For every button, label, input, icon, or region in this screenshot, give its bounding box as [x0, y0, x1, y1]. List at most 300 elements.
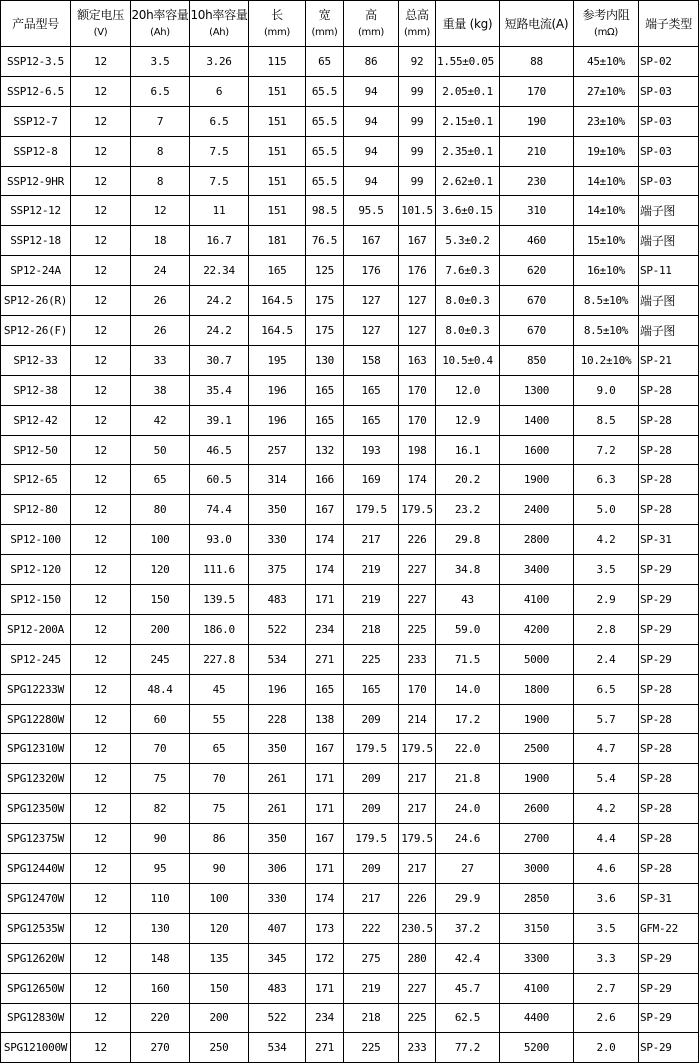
- cell-rated-voltage: 12: [71, 674, 131, 704]
- cell-length: 196: [249, 375, 306, 405]
- cell-capacity-10h: 93.0: [190, 525, 249, 555]
- cell-total-height: 127: [399, 316, 436, 346]
- cell-model: SP12-150: [1, 585, 71, 615]
- header-unit: (Ah): [150, 26, 170, 38]
- header-width: [306, 1, 344, 47]
- cell-terminal-type: SP-11: [639, 256, 699, 286]
- cell-capacity-20h: 50: [131, 435, 190, 465]
- cell-capacity-20h: 130: [131, 913, 190, 943]
- cell-internal-resistance: 4.4: [574, 824, 639, 854]
- header-total-height: [399, 1, 436, 47]
- cell-internal-resistance: 5.4: [574, 764, 639, 794]
- cell-total-height: 176: [399, 256, 436, 286]
- cell-terminal-type: GFM-22: [639, 913, 699, 943]
- cell-capacity-20h: 60: [131, 704, 190, 734]
- cell-height: 165: [344, 375, 399, 405]
- cell-model: SSP12-6.5: [1, 76, 71, 106]
- cell-rated-voltage: 12: [71, 555, 131, 585]
- header-short-circuit-current: [500, 1, 574, 47]
- table-row: [1, 76, 699, 106]
- table-row: [1, 704, 699, 734]
- table-row: [1, 405, 699, 435]
- cell-weight: 42.4: [436, 943, 500, 973]
- cell-height: 275: [344, 943, 399, 973]
- header-label: 20h率容量: [131, 7, 189, 22]
- cell-rated-voltage: 12: [71, 47, 131, 77]
- cell-total-height: 226: [399, 883, 436, 913]
- cell-height: 219: [344, 555, 399, 585]
- cell-model: SSP12-3.5: [1, 47, 71, 77]
- cell-short-circuit-current: 460: [500, 226, 574, 256]
- cell-short-circuit-current: 1800: [500, 674, 574, 704]
- cell-model: SSP12-8: [1, 136, 71, 166]
- cell-internal-resistance: 2.4: [574, 644, 639, 674]
- cell-length: 115: [249, 47, 306, 77]
- cell-short-circuit-current: 670: [500, 316, 574, 346]
- header-label: 总高: [405, 7, 429, 22]
- cell-width: 65.5: [306, 106, 344, 136]
- cell-length: 164.5: [249, 316, 306, 346]
- cell-capacity-10h: 120: [190, 913, 249, 943]
- cell-weight: 10.5±0.4: [436, 345, 500, 375]
- cell-rated-voltage: 12: [71, 973, 131, 1003]
- cell-total-height: 280: [399, 943, 436, 973]
- cell-rated-voltage: 12: [71, 256, 131, 286]
- cell-weight: 59.0: [436, 614, 500, 644]
- cell-model: SP12-38: [1, 375, 71, 405]
- cell-length: 330: [249, 525, 306, 555]
- cell-height: 94: [344, 106, 399, 136]
- cell-capacity-20h: 26: [131, 286, 190, 316]
- cell-total-height: 99: [399, 136, 436, 166]
- table-row: [1, 973, 699, 1003]
- cell-capacity-20h: 48.4: [131, 674, 190, 704]
- header-label: 长: [271, 7, 283, 22]
- cell-capacity-20h: 6.5: [131, 76, 190, 106]
- cell-total-height: 230.5: [399, 913, 436, 943]
- cell-short-circuit-current: 190: [500, 106, 574, 136]
- cell-terminal-type: SP-28: [639, 794, 699, 824]
- cell-width: 167: [306, 734, 344, 764]
- cell-internal-resistance: 3.3: [574, 943, 639, 973]
- cell-capacity-20h: 90: [131, 824, 190, 854]
- cell-total-height: 225: [399, 614, 436, 644]
- cell-weight: 22.0: [436, 734, 500, 764]
- cell-total-height: 170: [399, 375, 436, 405]
- table-row: [1, 555, 699, 585]
- cell-weight: 14.0: [436, 674, 500, 704]
- cell-width: 171: [306, 854, 344, 884]
- table-row: [1, 465, 699, 495]
- cell-width: 132: [306, 435, 344, 465]
- cell-model: SSP12-7: [1, 106, 71, 136]
- cell-terminal-type: SP-02: [639, 47, 699, 77]
- cell-model: SSP12-18: [1, 226, 71, 256]
- cell-width: 172: [306, 943, 344, 973]
- cell-capacity-10h: 7.5: [190, 166, 249, 196]
- cell-weight: 43: [436, 585, 500, 615]
- cell-terminal-type: SP-28: [639, 495, 699, 525]
- cell-length: 228: [249, 704, 306, 734]
- cell-model: SPG12310W: [1, 734, 71, 764]
- cell-length: 165: [249, 256, 306, 286]
- cell-capacity-10h: 55: [190, 704, 249, 734]
- cell-capacity-10h: 227.8: [190, 644, 249, 674]
- cell-capacity-10h: 60.5: [190, 465, 249, 495]
- cell-capacity-10h: 3.26: [190, 47, 249, 77]
- cell-weight: 8.0±0.3: [436, 316, 500, 346]
- header-row: [1, 1, 699, 47]
- cell-internal-resistance: 6.3: [574, 465, 639, 495]
- cell-height: 222: [344, 913, 399, 943]
- cell-capacity-10h: 24.2: [190, 286, 249, 316]
- cell-short-circuit-current: 3150: [500, 913, 574, 943]
- cell-width: 125: [306, 256, 344, 286]
- cell-height: 127: [344, 286, 399, 316]
- cell-short-circuit-current: 1300: [500, 375, 574, 405]
- cell-rated-voltage: 12: [71, 883, 131, 913]
- cell-capacity-20h: 82: [131, 794, 190, 824]
- cell-width: 174: [306, 883, 344, 913]
- cell-width: 271: [306, 644, 344, 674]
- header-rated-voltage: [71, 1, 131, 47]
- cell-weight: 5.3±0.2: [436, 226, 500, 256]
- cell-short-circuit-current: 4400: [500, 1003, 574, 1033]
- cell-model: SPG12620W: [1, 943, 71, 973]
- table-row: [1, 345, 699, 375]
- cell-capacity-10h: 250: [190, 1033, 249, 1063]
- cell-terminal-type: SP-29: [639, 644, 699, 674]
- cell-rated-voltage: 12: [71, 226, 131, 256]
- cell-height: 165: [344, 405, 399, 435]
- cell-capacity-20h: 160: [131, 973, 190, 1003]
- cell-weight: 8.0±0.3: [436, 286, 500, 316]
- cell-internal-resistance: 6.5: [574, 674, 639, 704]
- cell-rated-voltage: 12: [71, 405, 131, 435]
- cell-capacity-10h: 111.6: [190, 555, 249, 585]
- cell-internal-resistance: 8.5±10%: [574, 286, 639, 316]
- cell-rated-voltage: 12: [71, 316, 131, 346]
- cell-total-height: 167: [399, 226, 436, 256]
- cell-total-height: 163: [399, 345, 436, 375]
- cell-terminal-type: SP-28: [639, 704, 699, 734]
- cell-length: 534: [249, 644, 306, 674]
- cell-capacity-20h: 65: [131, 465, 190, 495]
- cell-capacity-20h: 80: [131, 495, 190, 525]
- cell-weight: 21.8: [436, 764, 500, 794]
- cell-internal-resistance: 5.7: [574, 704, 639, 734]
- table-row: [1, 824, 699, 854]
- cell-model: SP12-26(R): [1, 286, 71, 316]
- cell-short-circuit-current: 4100: [500, 585, 574, 615]
- header-label: 额定电压: [77, 7, 124, 22]
- cell-height: 209: [344, 854, 399, 884]
- cell-capacity-20h: 8: [131, 166, 190, 196]
- cell-height: 219: [344, 973, 399, 1003]
- cell-short-circuit-current: 2700: [500, 824, 574, 854]
- cell-length: 196: [249, 674, 306, 704]
- cell-rated-voltage: 12: [71, 375, 131, 405]
- cell-height: 167: [344, 226, 399, 256]
- cell-total-height: 127: [399, 286, 436, 316]
- cell-weight: 45.7: [436, 973, 500, 1003]
- cell-capacity-10h: 186.0: [190, 614, 249, 644]
- cell-internal-resistance: 4.2: [574, 794, 639, 824]
- cell-model: SPG121000W: [1, 1033, 71, 1063]
- cell-terminal-type: SP-31: [639, 525, 699, 555]
- cell-capacity-10h: 7.5: [190, 136, 249, 166]
- cell-rated-voltage: 12: [71, 734, 131, 764]
- cell-width: 234: [306, 1003, 344, 1033]
- cell-short-circuit-current: 1400: [500, 405, 574, 435]
- table-row: [1, 495, 699, 525]
- cell-length: 350: [249, 824, 306, 854]
- cell-model: SP12-50: [1, 435, 71, 465]
- cell-capacity-10h: 24.2: [190, 316, 249, 346]
- cell-weight: 29.8: [436, 525, 500, 555]
- cell-total-height: 217: [399, 854, 436, 884]
- cell-rated-voltage: 12: [71, 764, 131, 794]
- cell-weight: 23.2: [436, 495, 500, 525]
- cell-length: 181: [249, 226, 306, 256]
- table-row: [1, 585, 699, 615]
- cell-total-height: 101.5: [399, 196, 436, 226]
- cell-internal-resistance: 3.5: [574, 913, 639, 943]
- cell-weight: 12.0: [436, 375, 500, 405]
- cell-rated-voltage: 12: [71, 614, 131, 644]
- cell-height: 209: [344, 704, 399, 734]
- cell-short-circuit-current: 3400: [500, 555, 574, 585]
- cell-length: 407: [249, 913, 306, 943]
- cell-width: 65: [306, 47, 344, 77]
- cell-height: 209: [344, 764, 399, 794]
- cell-short-circuit-current: 850: [500, 345, 574, 375]
- cell-length: 350: [249, 495, 306, 525]
- header-unit: (mm): [403, 26, 431, 38]
- cell-short-circuit-current: 2600: [500, 794, 574, 824]
- cell-model: SPG12830W: [1, 1003, 71, 1033]
- cell-width: 171: [306, 973, 344, 1003]
- cell-terminal-type: SP-29: [639, 943, 699, 973]
- cell-total-height: 233: [399, 644, 436, 674]
- cell-rated-voltage: 12: [71, 465, 131, 495]
- cell-width: 171: [306, 794, 344, 824]
- cell-model: SP12-65: [1, 465, 71, 495]
- cell-height: 165: [344, 674, 399, 704]
- cell-width: 174: [306, 555, 344, 585]
- cell-length: 522: [249, 1003, 306, 1033]
- header-label: 参考内阻: [582, 7, 630, 22]
- cell-capacity-10h: 6: [190, 76, 249, 106]
- cell-capacity-20h: 26: [131, 316, 190, 346]
- cell-capacity-10h: 39.1: [190, 405, 249, 435]
- cell-width: 165: [306, 375, 344, 405]
- table-row: [1, 316, 699, 346]
- cell-weight: 3.6±0.15: [436, 196, 500, 226]
- cell-capacity-20h: 70: [131, 734, 190, 764]
- cell-height: 218: [344, 1003, 399, 1033]
- cell-height: 179.5: [344, 824, 399, 854]
- cell-internal-resistance: 2.9: [574, 585, 639, 615]
- cell-width: 130: [306, 345, 344, 375]
- cell-width: 76.5: [306, 226, 344, 256]
- cell-length: 261: [249, 794, 306, 824]
- cell-short-circuit-current: 3300: [500, 943, 574, 973]
- header-label: 宽: [318, 7, 331, 22]
- cell-capacity-10h: 45: [190, 674, 249, 704]
- table-row: [1, 854, 699, 884]
- cell-rated-voltage: 12: [71, 76, 131, 106]
- cell-internal-resistance: 14±10%: [574, 166, 639, 196]
- cell-internal-resistance: 10.2±10%: [574, 345, 639, 375]
- header-internal-resistance: [574, 1, 639, 47]
- table-header: [1, 1, 699, 47]
- cell-height: 86: [344, 47, 399, 77]
- cell-capacity-10h: 74.4: [190, 495, 249, 525]
- cell-width: 234: [306, 614, 344, 644]
- cell-model: SSP12-9HR: [1, 166, 71, 196]
- header-label: 重量 (kg): [442, 16, 493, 31]
- cell-capacity-20h: 148: [131, 943, 190, 973]
- cell-capacity-10h: 200: [190, 1003, 249, 1033]
- cell-capacity-20h: 220: [131, 1003, 190, 1033]
- cell-height: 218: [344, 614, 399, 644]
- cell-short-circuit-current: 5200: [500, 1033, 574, 1063]
- table-row: [1, 764, 699, 794]
- table-row: [1, 196, 699, 226]
- cell-short-circuit-current: 4200: [500, 614, 574, 644]
- cell-terminal-type: SP-03: [639, 136, 699, 166]
- cell-weight: 71.5: [436, 644, 500, 674]
- cell-model: SPG12470W: [1, 883, 71, 913]
- cell-internal-resistance: 15±10%: [574, 226, 639, 256]
- header-length: [249, 1, 306, 47]
- header-label: 短路电流(A): [504, 16, 569, 31]
- cell-model: SPG12650W: [1, 973, 71, 1003]
- cell-total-height: 226: [399, 525, 436, 555]
- cell-length: 314: [249, 465, 306, 495]
- cell-terminal-type: SP-31: [639, 883, 699, 913]
- table-row: [1, 1033, 699, 1063]
- header-label: 10h率容量: [190, 7, 248, 22]
- cell-model: SPG12375W: [1, 824, 71, 854]
- cell-width: 271: [306, 1033, 344, 1063]
- header-unit: (mm): [357, 26, 385, 38]
- cell-weight: 2.35±0.1: [436, 136, 500, 166]
- cell-capacity-20h: 8: [131, 136, 190, 166]
- cell-rated-voltage: 12: [71, 525, 131, 555]
- cell-capacity-10h: 75: [190, 794, 249, 824]
- cell-capacity-20h: 75: [131, 764, 190, 794]
- cell-rated-voltage: 12: [71, 286, 131, 316]
- cell-short-circuit-current: 170: [500, 76, 574, 106]
- header-label: 高: [365, 7, 377, 22]
- table-row: [1, 226, 699, 256]
- table-row: [1, 435, 699, 465]
- cell-terminal-type: SP-28: [639, 435, 699, 465]
- cell-height: 179.5: [344, 495, 399, 525]
- cell-capacity-20h: 7: [131, 106, 190, 136]
- cell-weight: 2.05±0.1: [436, 76, 500, 106]
- cell-height: 225: [344, 1033, 399, 1063]
- cell-width: 166: [306, 465, 344, 495]
- cell-capacity-20h: 18: [131, 226, 190, 256]
- cell-capacity-10h: 150: [190, 973, 249, 1003]
- cell-terminal-type: SP-29: [639, 555, 699, 585]
- cell-internal-resistance: 23±10%: [574, 106, 639, 136]
- cell-capacity-20h: 3.5: [131, 47, 190, 77]
- header-height: [344, 1, 399, 47]
- table-row: [1, 943, 699, 973]
- cell-capacity-10h: 100: [190, 883, 249, 913]
- cell-weight: 34.8: [436, 555, 500, 585]
- cell-terminal-type: SP-28: [639, 824, 699, 854]
- cell-terminal-type: SP-03: [639, 106, 699, 136]
- cell-width: 65.5: [306, 136, 344, 166]
- header-unit: (mΩ): [594, 26, 618, 38]
- header-unit: (V): [93, 26, 108, 38]
- cell-total-height: 179.5: [399, 824, 436, 854]
- cell-short-circuit-current: 2400: [500, 495, 574, 525]
- header-weight: [436, 1, 500, 47]
- cell-capacity-20h: 245: [131, 644, 190, 674]
- cell-terminal-type: 端子图: [639, 226, 699, 256]
- cell-weight: 20.2: [436, 465, 500, 495]
- table-row: [1, 525, 699, 555]
- cell-terminal-type: SP-28: [639, 465, 699, 495]
- cell-capacity-10h: 70: [190, 764, 249, 794]
- cell-capacity-10h: 11: [190, 196, 249, 226]
- cell-width: 65.5: [306, 166, 344, 196]
- cell-model: SP12-245: [1, 644, 71, 674]
- cell-weight: 24.6: [436, 824, 500, 854]
- cell-height: 95.5: [344, 196, 399, 226]
- cell-width: 98.5: [306, 196, 344, 226]
- table-row: [1, 614, 699, 644]
- cell-short-circuit-current: 1900: [500, 465, 574, 495]
- cell-capacity-20h: 110: [131, 883, 190, 913]
- cell-capacity-10h: 86: [190, 824, 249, 854]
- table-row: [1, 794, 699, 824]
- cell-height: 217: [344, 883, 399, 913]
- cell-length: 534: [249, 1033, 306, 1063]
- table-row: [1, 136, 699, 166]
- cell-total-height: 99: [399, 106, 436, 136]
- cell-model: SP12-100: [1, 525, 71, 555]
- cell-capacity-10h: 6.5: [190, 106, 249, 136]
- cell-rated-voltage: 12: [71, 106, 131, 136]
- cell-total-height: 217: [399, 764, 436, 794]
- header-unit: (mm): [311, 26, 338, 38]
- cell-height: 94: [344, 136, 399, 166]
- cell-internal-resistance: 45±10%: [574, 47, 639, 77]
- cell-terminal-type: SP-03: [639, 166, 699, 196]
- cell-width: 167: [306, 495, 344, 525]
- cell-capacity-10h: 139.5: [190, 585, 249, 615]
- cell-rated-voltage: 12: [71, 913, 131, 943]
- cell-capacity-20h: 24: [131, 256, 190, 286]
- cell-total-height: 227: [399, 973, 436, 1003]
- cell-model: SP12-120: [1, 555, 71, 585]
- cell-short-circuit-current: 230: [500, 166, 574, 196]
- cell-internal-resistance: 5.0: [574, 495, 639, 525]
- cell-rated-voltage: 12: [71, 824, 131, 854]
- cell-capacity-10h: 135: [190, 943, 249, 973]
- cell-capacity-10h: 16.7: [190, 226, 249, 256]
- cell-capacity-20h: 12: [131, 196, 190, 226]
- cell-short-circuit-current: 3000: [500, 854, 574, 884]
- cell-rated-voltage: 12: [71, 1003, 131, 1033]
